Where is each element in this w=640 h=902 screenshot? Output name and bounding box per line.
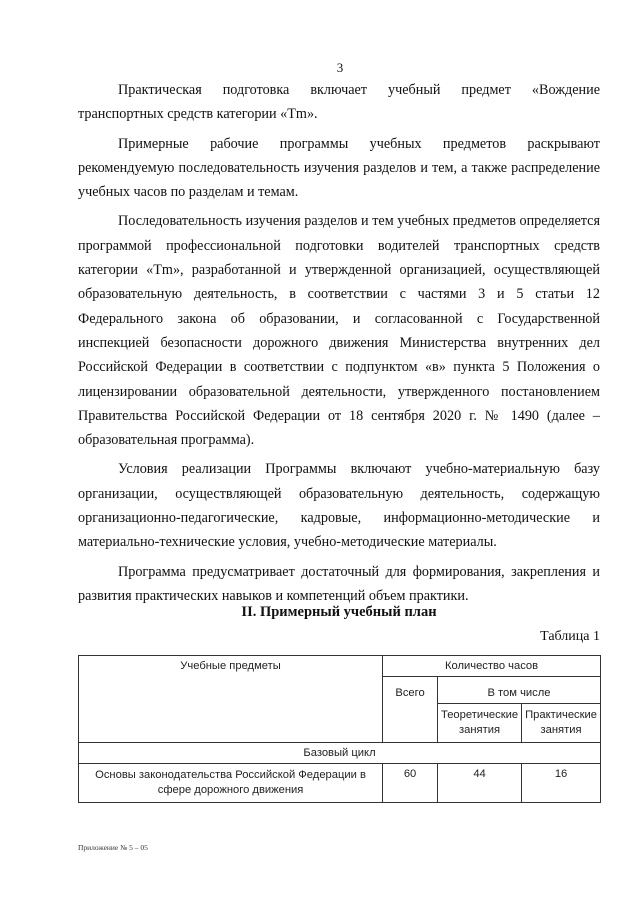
row-total: 60: [383, 764, 438, 803]
paragraph-conditions: Условия реализации Программы включают учебно-материальную базу организации, осуществляющей образовательную деятельность, содержащую организационно-педагогические, кадровые, информационно-методические и материально-технические условия, учебно-методические материалы.: [78, 461, 600, 551]
paragraph-practice-volume: Программа предусматривает достаточный для формирования, закрепления и развития практических навыков и компетенций объем практики.: [78, 563, 600, 604]
table-row: [79, 764, 601, 803]
table-header-row-1: [79, 656, 601, 677]
header-practice: Практические занятия: [522, 704, 601, 743]
row-practice: 16: [522, 764, 601, 803]
row-theory: 44: [438, 764, 522, 803]
row-subject: Основы законодательства Российской Федерации в сфере дорожного движения: [79, 764, 383, 803]
section-title: II. Примерный учебный план: [241, 604, 437, 620]
cycle-label: Базовый цикл: [79, 743, 601, 764]
paragraph-practical-training: Практическая подготовка включает учебный предмет «Вождение транспортных средств категории «Tm».: [78, 82, 600, 123]
header-hours: Количество часов: [383, 656, 601, 677]
header-including: В том числе: [438, 677, 601, 704]
header-total: Всего: [383, 677, 438, 743]
paragraph-work-programs: Примерные рабочие программы учебных предметов раскрывают рекомендуемую последовательность изучения разделов и тем, а также распределение учебных часов по разделам и темам.: [78, 135, 600, 201]
curriculum-table: [78, 655, 601, 803]
table-cycle-row: [79, 743, 601, 764]
page-number: 3: [336, 60, 344, 75]
body-text: [78, 78, 600, 608]
table-label: Таблица 1: [540, 629, 600, 644]
footer-note: Приложение № 5 – 05: [78, 843, 148, 852]
paragraph-sequence: Последовательность изучения разделов и тем учебных предметов определяется программой профессиональной подготовки водителей транспортных средств категории «Tm», разработанной и утвержденной организацией, осуществляющей образовательную деятельность, в соответствии с частями 3 и 5 статьи 12 Федерального закона об образовании, и согласованной с Государственной инспекцией безопасности дорожного движения Министерства внутренних дел Российской Федерации в соответствии с подпунктом «в» пункта 5 Положения о лицензировании образовательной деятельности, утвержденного постановлением Правительства Российской Федерации от 18 сентября 2020 г. № 1490 (далее – образовательная программа).: [78, 213, 600, 449]
header-subjects: Учебные предметы: [79, 656, 383, 743]
header-theory: Теоретические занятия: [438, 704, 522, 743]
